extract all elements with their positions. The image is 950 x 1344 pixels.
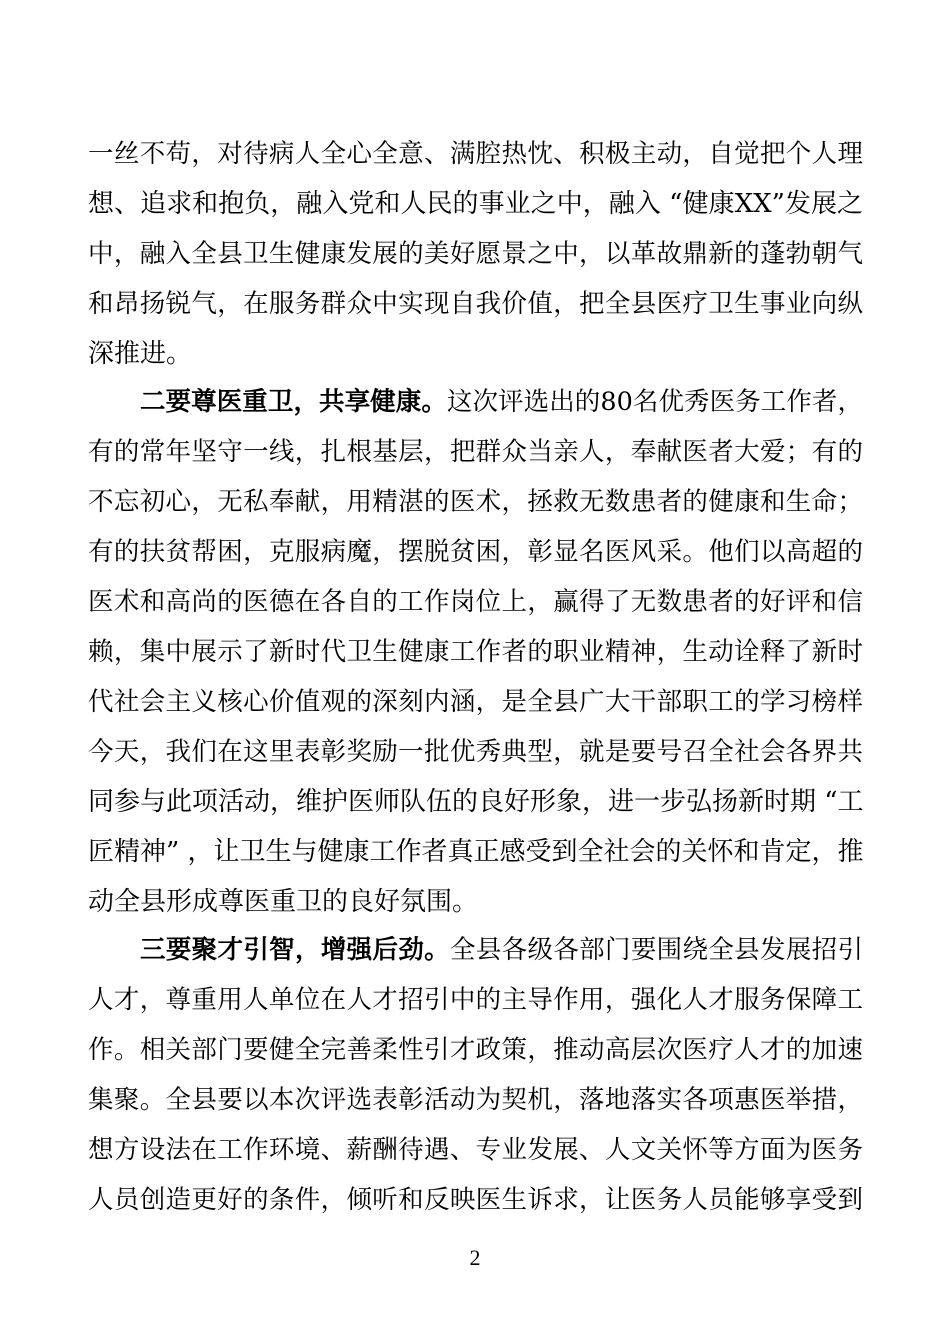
page-number: 2 xyxy=(469,1245,481,1270)
paragraph-1-line-1: 一丝不苟，对待病人全心全意、满腔热忱、积极主动，自觉把个人理 xyxy=(88,139,863,169)
paragraph-3-line-2: 人才，尊重用人单位在人才招引中的主导作用，强化人才服务保障工 xyxy=(88,985,863,1015)
paragraph-2-line-4: 有的扶贫帮困，克服病魔，摆脱贫困，彰显名医风采。他们以高超的 xyxy=(88,537,863,567)
paragraph-3-line-6: 人员创造更好的条件，倾听和反映医生诉求，让医务人员能够享受到 xyxy=(88,1185,863,1215)
paragraph-1-line-2: 想、追求和抱负，融入党和人民的事业之中，融入 “健康XX”发展之 xyxy=(88,189,863,219)
paragraph-2-line-3: 不忘初心，无私奉献，用精湛的医术，拯救无数患者的健康和生命； xyxy=(88,487,863,517)
paragraph-2-line-7: 代社会主义核心价值观的深刻内涵，是全县广大干部职工的学习榜样 xyxy=(88,687,863,717)
paragraph-3-line-1-rest: 全县各级各部门要围绕全县发展招引 xyxy=(450,935,863,965)
paragraph-2-line-5: 医术和高尚的医德在各自的工作岗位上，赢得了无数患者的好评和信 xyxy=(88,587,863,617)
paragraph-2-line-2: 有的常年坚守一线，扎根基层，把群众当亲人，奉献医者大爱；有的 xyxy=(88,437,863,467)
paragraph-2-line-6: 赖，集中展示了新时代卫生健康工作者的职业精神，生动诠释了新时 xyxy=(88,637,863,667)
paragraph-3-line-5: 想方设法在工作环境、薪酬待遇、专业发展、人文关怀等方面为医务 xyxy=(88,1135,863,1165)
paragraph-2-line-8: 今天，我们在这里表彰奖励一批优秀典型，就是要号召全社会各界共 xyxy=(88,737,863,767)
paragraph-3-line-4: 集聚。全县要以本次评选表彰活动为契机，落地落实各项惠医举措， xyxy=(88,1085,863,1115)
paragraph-3-line-3: 作。相关部门要健全完善柔性引才政策，推动高层次医疗人才的加速 xyxy=(88,1035,863,1065)
paragraph-1-line-5: 深推进。 xyxy=(88,339,193,369)
paragraph-2-line-1 xyxy=(140,384,863,420)
paragraph-3-line-1 xyxy=(140,932,863,968)
paragraph-2-line-11: 动全县形成尊医重卫的良好氛围。 xyxy=(88,887,479,917)
paragraph-1-line-4: 和昂扬锐气，在服务群众中实现自我价值，把全县医疗卫生事业向纵 xyxy=(88,289,863,319)
paragraph-2-line-10: 匠精神” ，让卫生与健康工作者真正感受到全社会的关怀和肯定，推 xyxy=(88,837,864,867)
paragraph-2-line-1-rest: 这次评选出的80名优秀医务工作者， xyxy=(446,387,863,417)
paragraph-2-heading: 二要尊医重卫，共享健康。 xyxy=(140,387,447,417)
paragraph-1-line-3: 中，融入全县卫生健康发展的美好愿景之中，以革故鼎新的蓬勃朝气 xyxy=(88,239,863,269)
paragraph-3-heading: 三要聚才引智，增强后劲。 xyxy=(140,935,450,965)
paragraph-2-line-9: 同参与此项活动，维护医师队伍的良好形象，进一步弘扬新时期 “工 xyxy=(88,787,864,817)
